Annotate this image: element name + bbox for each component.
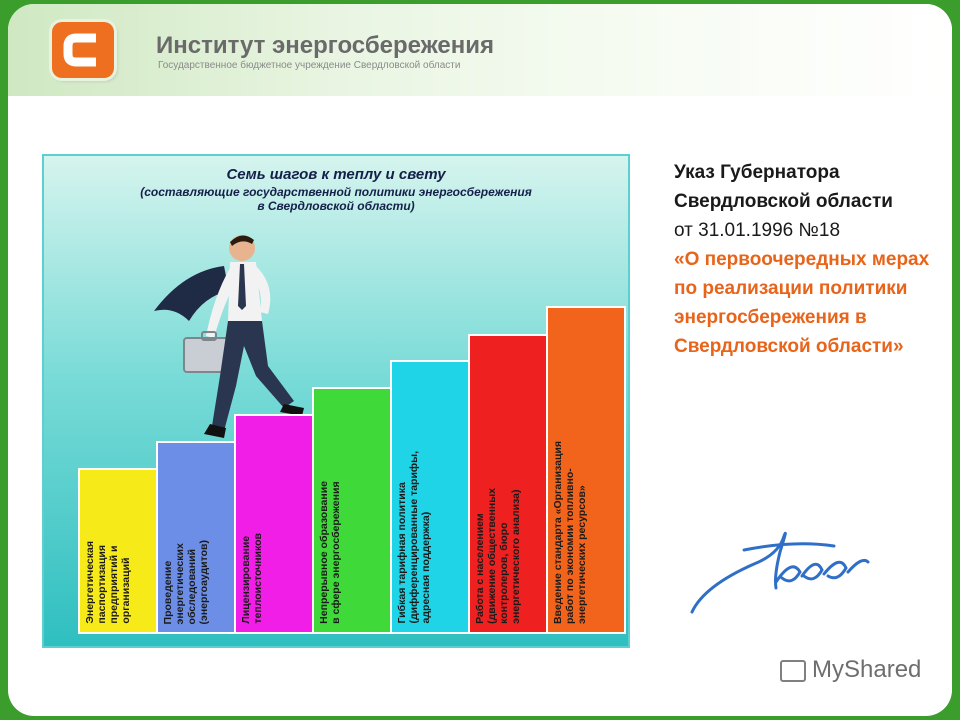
figure-title-sub: (составляющие государственной политики энергосбережения xyxy=(140,185,532,199)
step-5 xyxy=(390,360,470,634)
step-2 xyxy=(156,441,236,634)
step-5-label: Гибкая тарифная политика (дифференцированные тарифы, адресная поддержка) xyxy=(396,451,432,624)
step-6-label: Работа с населением (движение общественных контролеров, бюро энергетического анализа) xyxy=(474,488,522,624)
step-3-label: Лицензирование теплоисточников xyxy=(240,533,264,624)
decree-date: от 31.01.1996 №18 xyxy=(674,220,841,241)
step-4 xyxy=(312,387,392,634)
step-1 xyxy=(78,468,158,634)
watermark-text: MyShared xyxy=(812,656,922,683)
figure-title xyxy=(44,166,628,213)
org-name: Институт энергосбережения xyxy=(156,32,494,59)
step-3 xyxy=(234,414,314,634)
decree-title: Указ Губернатора Свердловской области xyxy=(674,162,893,212)
slide xyxy=(8,4,952,716)
institute-logo-icon xyxy=(52,22,114,78)
decree-quote: «О первоочередных мерах по реализации политики энергосбережения в Свердловской области» xyxy=(674,249,930,357)
step-2-label: Проведение энергетических обследований (энергоаудитов) xyxy=(162,539,210,624)
step-7 xyxy=(546,306,626,634)
step-7-label: Введение стандарта «Организация работ по экономии топливно- энергетических ресурсов» xyxy=(552,440,588,624)
figure-title-sub-2: в Свердловской области) xyxy=(257,199,415,213)
step-1-label: Энергетическая паспортизация предприятий и организаций xyxy=(84,541,132,624)
presentation-icon xyxy=(780,660,806,682)
governor-signature-icon xyxy=(684,516,884,626)
seven-steps-figure xyxy=(42,154,630,648)
figure-title-main: Семь шагов к теплу и свету xyxy=(226,166,446,183)
watermark xyxy=(780,656,921,684)
step-6 xyxy=(468,334,548,634)
org-subtitle: Государственное бюджетное учреждение Свердловской области xyxy=(158,60,461,71)
step-4-label: Непрерывное образование в сфере энергосбережения xyxy=(318,481,342,624)
decree-text-block xyxy=(674,158,946,361)
header-bar xyxy=(8,4,952,96)
